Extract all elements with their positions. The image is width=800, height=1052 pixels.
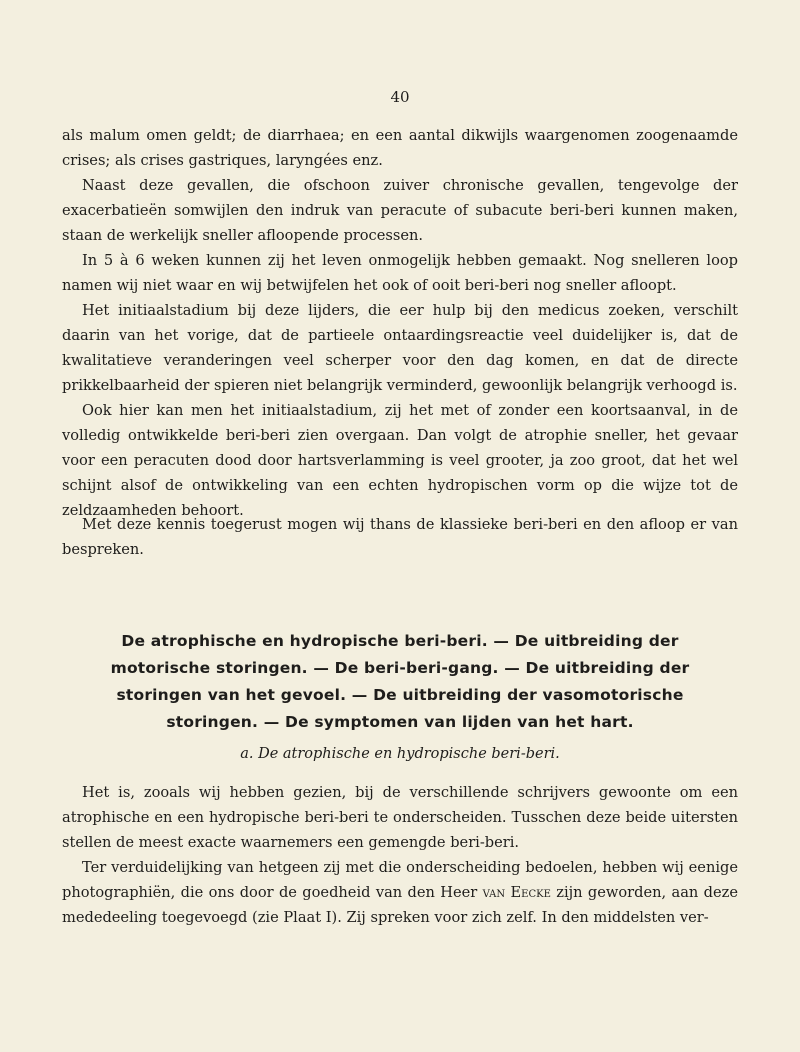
paragraph: Het initiaalstadium bij deze lijders, die eer hulp bij den medicus zoeken, verschilt daarin van het vorige, dat de partieele ontaardingsreactie veel duidelijker is, dat de kwalitatieve veranderingen veel scherper voor den dag komen, en dat de directe prikkelbaarheid der spieren niet belangrijk verminderd, gewoonlijk belangrijk verhoogd is. xyxy=(62,302,738,394)
paragraph: Naast deze gevallen, die ofschoon zuiver chronische gevallen, tengevolge der exacerbatieën somwijlen den indruk van peracute of subacute beri-beri kunnen maken, staan de werkelijk sneller afloopende processen. xyxy=(62,177,738,244)
paragraph: In 5 à 6 weken kunnen zij het leven onmogelijk hebben gemaakt. Nog snelleren loop namen wij niet waar en wij betwijfelen het ook of ooit beri-beri nog sneller afloopt. xyxy=(62,252,738,294)
text-block-intro xyxy=(62,512,738,562)
paragraph: Ook hier kan men het initiaalstadium, zij het met of zonder een koortsaanval, in de volledig ontwikkelde beri-beri zien overgaan. Dan volgt de atrophie sneller, het gevaar voor een peracuten dood door hartsverlamming is veel grooter, ja zoo groot, dat het wel schijnt alsof de ontwikkeling van een echten hydropischen vorm op die wijze tot de zeldzaamheden behoort. xyxy=(62,402,738,519)
author-name: van Eecke xyxy=(482,884,551,901)
text-block-bottom xyxy=(62,780,738,930)
text-block-top xyxy=(62,123,738,523)
paragraph: Met deze kennis toegerust mogen wij thans de klassieke beri-beri en den afloop er van bespreken. xyxy=(62,516,738,558)
paragraph xyxy=(62,855,738,930)
page-number: 40 xyxy=(390,88,410,106)
subsection-heading: a. De atrophische en hydropische beri-beri. xyxy=(240,746,560,762)
section-heading: De atrophische en hydropische beri-beri. — De uitbreiding der motorische storingen. — De beri-beri-gang. — De uitbreiding der storingen van het gevoel. — De uitbreiding der vasomotorische storingen. — De symptomen van lijden van het hart. xyxy=(110,632,690,731)
paragraph: Het is, zooals wij hebben gezien, bij de verschillende schrijvers gewoonte om een atrophische en een hydropische beri-beri te onderscheiden. Tusschen deze beide uitersten stellen de meest exacte waarnemers een gemengde beri-beri. xyxy=(62,784,738,851)
paragraph: als malum omen geldt; de diarrhaea; en een aantal dikwijls waargenomen zoogenaamde crises; als crises gastriques, laryngées enz. xyxy=(62,127,738,169)
paragraph-text: zijn geworden, aan deze mededeeling toegevoegd (zie Plaat I). Zij spreken voor zich zelf. In den middelsten ver- xyxy=(62,884,738,926)
paragraph-text: Ter verduidelijking van hetgeen zij met die onderscheiding bedoelen, hebben wij eenige photographiën, die ons door de goedheid van den Heer xyxy=(62,859,738,901)
